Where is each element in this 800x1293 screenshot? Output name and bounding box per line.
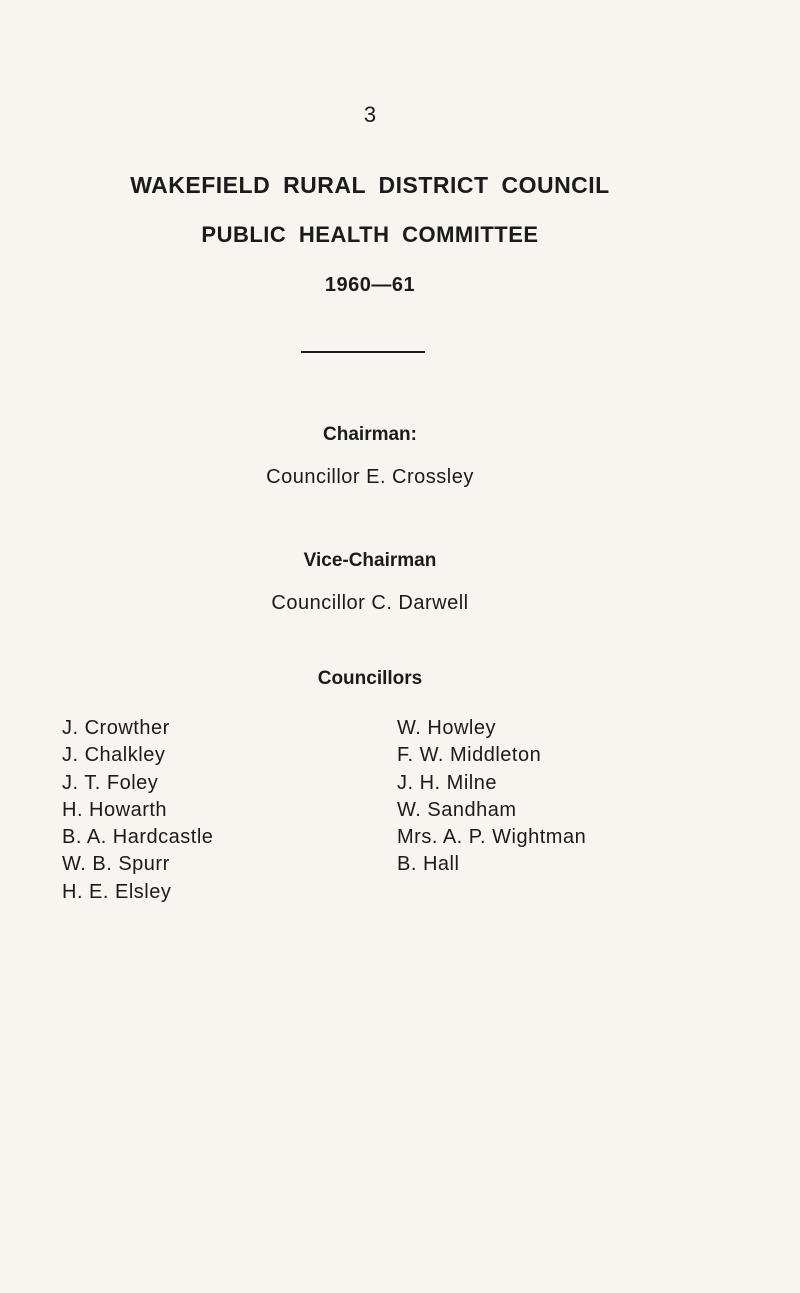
chairman-name: Councillor E. Crossley [266,466,474,488]
councillor-name: J. H. Milne [397,771,497,794]
chairman-label: Chairman: [323,424,417,445]
councillor-name: J. Crowther [62,717,170,739]
vice-chairman-name: Councillor C. Darwell [271,592,469,614]
councillors-left-column [62,715,213,906]
divider-rule [301,351,425,353]
councillor-name: H. E. Elsley [62,880,172,903]
councillor-name: J. Chalkley [62,744,166,767]
councillor-name: W. Howley [397,717,496,739]
year-range: 1960—61 [324,274,416,296]
committee-title: PUBLIC HEALTH COMMITTEE [201,222,539,247]
councillors-label: Councillors [317,668,423,689]
councillor-name: Mrs. A. P. Wightman [397,826,587,849]
councillor-name: H. Howarth [62,798,168,821]
councillor-name: B. A. Hardcastle [62,826,214,849]
councillor-name: F. W. Middleton [397,744,542,767]
vice-chairman-label: Vice-Chairman [303,550,437,571]
councillors-right-column [397,715,586,879]
councillor-name: W. B. Spurr [62,853,170,876]
councillor-name: J. T. Foley [62,771,159,794]
council-title: WAKEFIELD RURAL DISTRICT COUNCIL [130,172,610,198]
councillor-name: B. Hall [397,853,460,876]
page-number: 3 [363,102,377,127]
councillor-name: W. Sandham [397,798,517,821]
